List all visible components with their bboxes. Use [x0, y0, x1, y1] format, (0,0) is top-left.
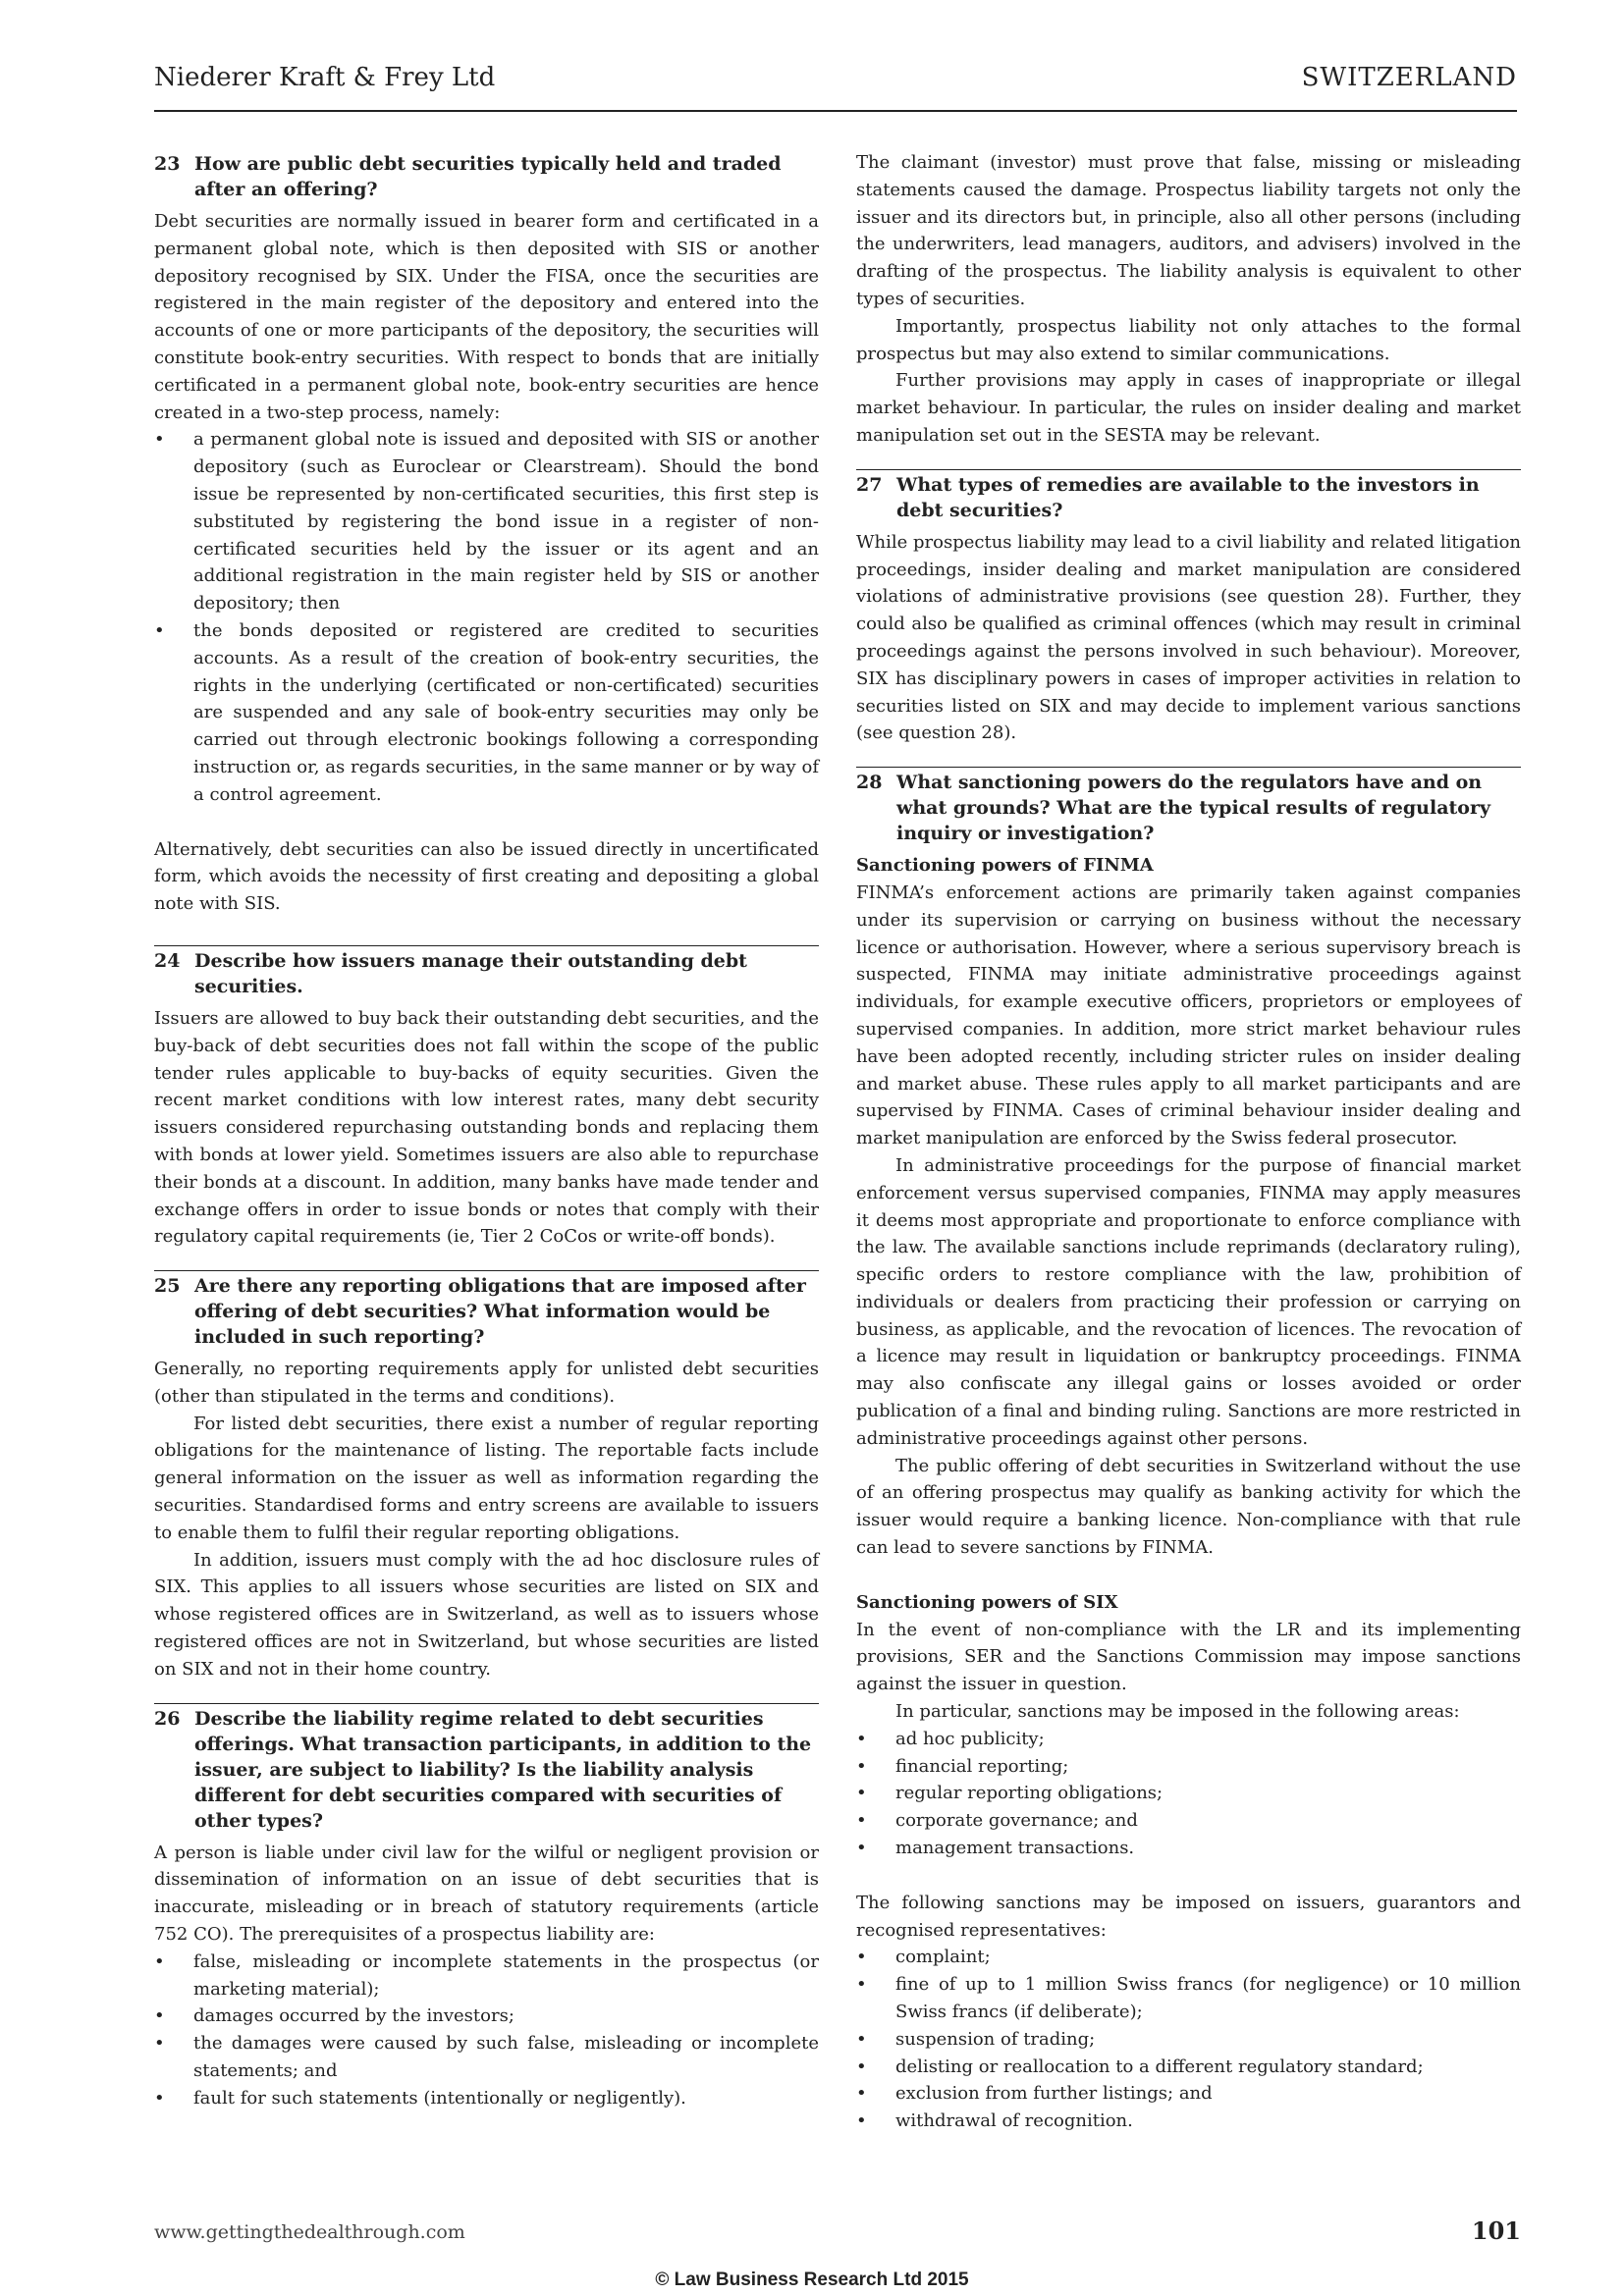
- list-item: [856, 2054, 1521, 2081]
- bullet-icon: •: [856, 1810, 867, 1832]
- question-28-heading: [856, 767, 1521, 852]
- right-column: [856, 149, 1521, 2135]
- firm-name: Niederer Kraft & Frey Ltd: [154, 63, 496, 92]
- list-item-text: false, misleading or incomplete statements in the prospectus (or marketing material);: [193, 1950, 819, 2000]
- list-item-text: fault for such statements (intentionally or negligently).: [193, 2087, 686, 2109]
- list-item-text: ad hoc publicity;: [895, 1728, 1045, 1749]
- list-item: [856, 1944, 1521, 1971]
- bullet-icon: •: [856, 2083, 867, 2105]
- question-number: 25: [154, 1275, 181, 1298]
- list-item: [154, 617, 819, 809]
- paragraph: Alternatively, debt securities can also be issued directly in uncertificated form, which avoids the necessity of first creating and depositing a global note with SIS.: [154, 838, 819, 915]
- paragraph: For listed debt securities, there exist a number of regular reporting obligations for the maintenance of listing. The reportable facts include general information on the issuer as well as information regarding the securities. Standardised forms and entry screens are available to issuers to enable them to fulfil their regular reporting obligations.: [154, 1413, 819, 1543]
- paragraph: Importantly, prospectus liability not only attaches to the formal prospectus but may also extend to similar communications.: [856, 315, 1521, 364]
- bullet-icon: •: [856, 2110, 867, 2132]
- list-item-text: a permanent global note is issued and deposited with SIS or another depository (such as Euroclear or Clearstream). Should the bond issue be represented by non-certificated securities, this first step is substituted by registering the bond issue in a register of non-certificated securities held by the issuer or its agent and an additional registration in the main register held by SIS or another depository; then: [193, 429, 819, 614]
- question-number: 24: [154, 949, 181, 972]
- list-item: [856, 2108, 1521, 2135]
- paragraph: Issuers are allowed to buy back their outstanding debt securities, and the buy-back of debt securities does not fall within the scope of the public tender rules applicable to buy-backs of equity securities. Given the recent market conditions with low interest rates, many debt security issuers considered repurchasing outstanding bonds and replacing them with bonds at lower yield. Sometimes issuers are also able to repurchase their bonds at a discount. In addition, many banks have made tender and exchange offers in order to issue bonds or notes that comply with their regulatory capital requirements (ie, Tier 2 CoCos or write-off bonds).: [154, 1007, 819, 1248]
- list-item: [856, 1971, 1521, 2026]
- footer-url[interactable]: www.gettingthedealthrough.com: [154, 2221, 465, 2243]
- bullet-icon: •: [154, 2005, 165, 2027]
- list-item-text: the damages were caused by such false, misleading or incomplete statements; and: [193, 2033, 819, 2082]
- question-title: What types of remedies are available to the investors in debt securities?: [896, 473, 1480, 521]
- list-item-text: financial reporting;: [895, 1755, 1069, 1777]
- paragraph: In administrative proceedings for the purpose of financial market enforcement versus supervised companies, FINMA may apply measures it deems most appropriate and proportionate to enforce compliance with the law. The available sanctions include reprimands (declaratory ruling), specific orders to restore compliance with the law, prohibition of individuals or dealers from practicing their profession or carrying on business, as applicable, and the revocation of licences. The revocation of a licence may result in liquidation or bankruptcy proceedings. FINMA may also confiscate any illegal gains or losses avoided or order publication of a final and binding ruling. Sanctions are more restricted in administrative proceedings against other persons.: [856, 1154, 1521, 1449]
- bullet-list: [154, 426, 819, 808]
- page-header: [154, 63, 1517, 112]
- list-item-text: regular reporting obligations;: [895, 1783, 1164, 1804]
- question-23-heading: [154, 149, 819, 208]
- bullet-list: [856, 1726, 1521, 1862]
- list-item-text: withdrawal of recognition.: [895, 2110, 1133, 2132]
- list-item: [154, 1949, 819, 2003]
- question-number: 27: [856, 473, 883, 496]
- list-item-text: fine of up to 1 million Swiss francs (for negligence) or 10 million Swiss francs (if deliberate);: [895, 1974, 1521, 2023]
- list-item: [856, 1780, 1521, 1807]
- bullet-icon: •: [154, 619, 165, 641]
- bullet-icon: •: [856, 1838, 867, 1859]
- list-item: [856, 2026, 1521, 2054]
- bullet-icon: •: [856, 1755, 867, 1777]
- bullet-list: [856, 1944, 1521, 2135]
- list-item: [856, 1835, 1521, 1862]
- bullet-icon: •: [856, 1947, 867, 1968]
- bullet-list: [154, 1949, 819, 2112]
- paragraph: A person is liable under civil law for the wilful or negligent provision or dissemination of information on an issue of debt securities that is inaccurate, misleading or in breach of statutory requirements (article 752 CO). The prerequisites of a prospectus liability are:: [154, 1842, 819, 1946]
- paragraph: Debt securities are normally issued in bearer form and certificated in a permanent global note, which is then deposited with SIS or another depository recognised by SIX. Under the FISA, once the securities are registered in the main register of the depository and entered into the accounts of one or more participants of the depository, the securities will constitute book-entry securities. With respect to bonds that are initially certificated in a permanent global note, book-entry securities are hence created in a two-step process, namely:: [154, 211, 819, 423]
- list-item-text: exclusion from further listings; and: [895, 2083, 1213, 2105]
- paragraph: The following sanctions may be imposed on issuers, guarantors and recognised representatives:: [856, 1892, 1521, 1941]
- subheading: Sanctioning powers of SIX: [856, 1591, 1118, 1613]
- question-title: What sanctioning powers do the regulators have and on what grounds? What are the typical results of regulatory inquiry or investigation?: [896, 772, 1491, 845]
- copyright-notice: © Law Business Research Ltd 2015: [655, 2269, 969, 2290]
- page-number: 101: [1471, 2216, 1521, 2245]
- paragraph: In particular, sanctions may be imposed in the following areas:: [895, 1701, 1460, 1723]
- country-name: SWITZERLAND: [1301, 63, 1517, 92]
- question-number: 26: [154, 1707, 181, 1730]
- list-item-text: damages occurred by the investors;: [193, 2005, 514, 2027]
- question-title: Are there any reporting obligations that are imposed after offering of debt securities? What information would be included in such reporting?: [194, 1275, 806, 1349]
- bullet-icon: •: [154, 2033, 165, 2055]
- question-title: How are public debt securities typically held and traded after an offering?: [194, 153, 782, 200]
- list-item-text: management transactions.: [895, 1838, 1135, 1859]
- list-item-text: complaint;: [895, 1947, 991, 1968]
- left-column: [154, 149, 819, 2112]
- paragraph: FINMA’s enforcement actions are primarily taken against companies under its supervision or carrying on business without the necessary licence or authorisation. However, where a serious supervisory breach is suspected, FINMA may initiate administrative proceedings against individuals, for example executive officers, proprietors or employees of supervised companies. In addition, more strict market behaviour rules have been adopted recently, including stricter rules on insider dealing and market abuse. These rules apply to all market participants and are supervised by FINMA. Cases of criminal behaviour insider dealing and market manipulation are enforced by the Swiss federal prosecutor.: [856, 881, 1521, 1149]
- paragraph: Further provisions may apply in cases of inappropriate or illegal market behaviour. In particular, the rules on insider dealing and market manipulation set out in the SESTA may be relevant.: [856, 370, 1521, 446]
- list-item-text: suspension of trading;: [895, 2028, 1096, 2050]
- question-title: Describe the liability regime related to debt securities offerings. What transaction participants, in addition to the issuer, are subject to liability? Is the liability analysis different for debt securities compared with securities of other types?: [194, 1707, 812, 1832]
- list-item-text: the bonds deposited or registered are credited to securities accounts. As a result of the creation of book-entry securities, the rights in the underlying (certificated or non-certificated) securities are suspended and any sale of book-entry securities may only be carried out through electronic bookings following a corresponding instruction or, as regards securities, in the same manner or by way of a control agreement.: [193, 619, 819, 805]
- paragraph: In addition, issuers must comply with the ad hoc disclosure rules of SIX. This applies to all issuers whose securities are listed on SIX and whose registered offices are in Switzerland, as well as to issuers whose registered offices are not in Switzerland, but whose securities are listed on SIX and not in their home country.: [154, 1549, 819, 1680]
- list-item: [154, 2030, 819, 2085]
- paragraph: The public offering of debt securities in Switzerland without the use of an offering prospectus may qualify as banking activity for which the issuer would require a banking licence. Non-compliance with that rule can lead to severe sanctions by FINMA.: [856, 1455, 1521, 1559]
- bullet-icon: •: [856, 1974, 867, 1996]
- list-item-text: delisting or reallocation to a different regulatory standard;: [895, 2056, 1424, 2077]
- list-item: [856, 1726, 1521, 1753]
- paragraph: The claimant (investor) must prove that false, missing or misleading statements caused the damage. Prospectus liability targets not only the issuer and its directors but, in principle, also all other persons (including the underwriters, lead managers, auditors, and advisers) involved in the drafting of the prospectus. The liability analysis is equivalent to other types of securities.: [856, 152, 1521, 309]
- question-24-heading: [154, 945, 819, 1005]
- bullet-icon: •: [856, 1783, 867, 1804]
- bullet-icon: •: [154, 1950, 165, 1972]
- paragraph: Generally, no reporting requirements apply for unlisted debt securities (other than stipulated in the terms and conditions).: [154, 1359, 819, 1407]
- list-item: [154, 426, 819, 617]
- question-number: 28: [856, 772, 883, 794]
- bullet-icon: •: [856, 2056, 867, 2077]
- question-25-heading: [154, 1270, 819, 1356]
- question-27-heading: [856, 469, 1521, 529]
- bullet-icon: •: [154, 2087, 165, 2109]
- list-item-text: corporate governance; and: [895, 1810, 1138, 1832]
- bullet-icon: •: [856, 1728, 867, 1749]
- question-title: Describe how issuers manage their outstanding debt securities.: [194, 949, 747, 997]
- question-26-heading: [154, 1703, 819, 1840]
- bullet-icon: •: [856, 2028, 867, 2050]
- paragraph: While prospectus liability may lead to a civil liability and related litigation proceedings, insider dealing and market manipulation are considered violations of administrative provisions (see question 28). Further, they could also be qualified as criminal offences (which may result in criminal proceedings against the persons involved in such behaviour). Moreover, SIX has disciplinary powers in cases of improper activities in relation to securities listed on SIX and may decide to implement various sanctions (see question 28).: [856, 531, 1521, 744]
- paragraph: In the event of non-compliance with the LR and its implementing provisions, SER and the Sanctions Commission may impose sanctions against the issuer in question.: [856, 1619, 1521, 1695]
- list-item: [856, 2080, 1521, 2108]
- list-item: [856, 1753, 1521, 1781]
- list-item: [154, 2002, 819, 2030]
- bullet-icon: •: [154, 429, 165, 451]
- question-number: 23: [154, 153, 181, 175]
- subheading: Sanctioning powers of FINMA: [856, 855, 1154, 877]
- list-item: [856, 1807, 1521, 1835]
- list-item: [154, 2085, 819, 2112]
